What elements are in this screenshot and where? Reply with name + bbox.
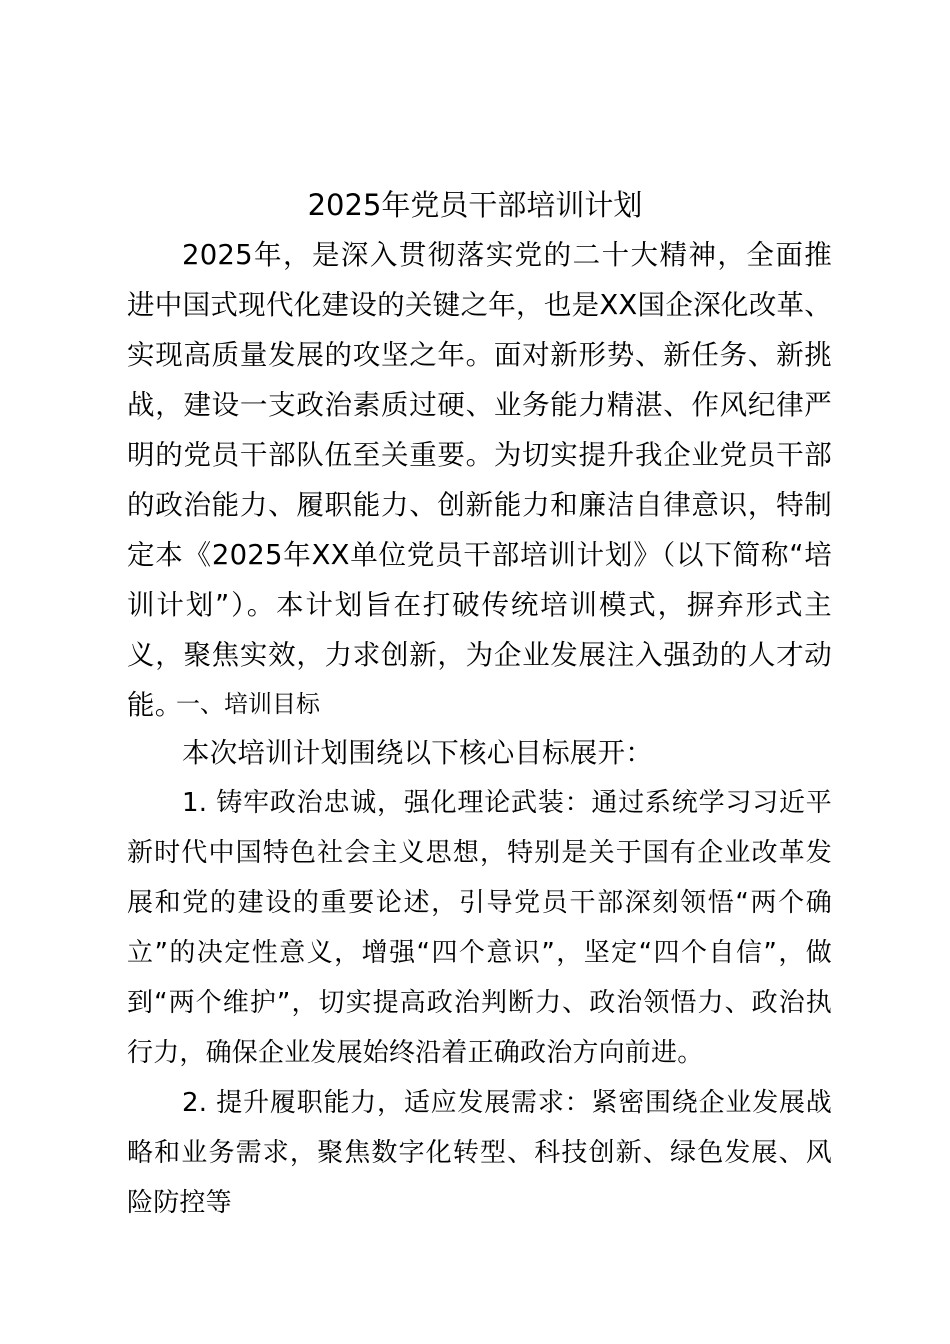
section-heading: 一、培训目标: [176, 690, 320, 718]
document-title: 2025年党员干部培训计划: [307, 188, 643, 222]
goal-item-1: 1. 铸牢政治忠诚，强化理论武装：通过系统学习习近平新时代中国特色社会主义思想，特别是关于国有企业改革发展和党的建设的重要论述，引导党员干部深刻领悟“两个确立”的决定性意义，增强“四个意识”，坚定“四个自信”，做到“两个维护”，切实提高政治判断力、政治领悟力、政治执行力，确保企业发展始终沿着正确政治方向前进。: [127, 788, 832, 1068]
goal-item-2: 2. 提升履职能力，适应发展需求：紧密围绕企业发展战略和业务需求，聚焦数字化转型、科技创新、绿色发展、风险防控等: [127, 1088, 832, 1218]
section-lead-paragraph: 本次培训计划围绕以下核心目标展开：: [182, 737, 653, 769]
intro-paragraph: 2025年，是深入贯彻落实党的二十大精神，全面推进中国式现代化建设的关键之年，也是XX国企深化改革、实现高质量发展的攻坚之年。面对新形势、新任务、新挑战，建设一支政治素质过硬、业务能力精湛、作风纪律严明的党员干部队伍至关重要。为切实提升我企业党员干部的政治能力、履职能力、创新能力和廉洁自律意识，特制定本《2025年XX单位党员干部培训计划》（以下简称“培训计划”）。本计划旨在打破传统培训模式，摒弃形式主义，聚焦实效，力求创新，为企业发展注入强劲的人才动能。: [127, 239, 832, 721]
